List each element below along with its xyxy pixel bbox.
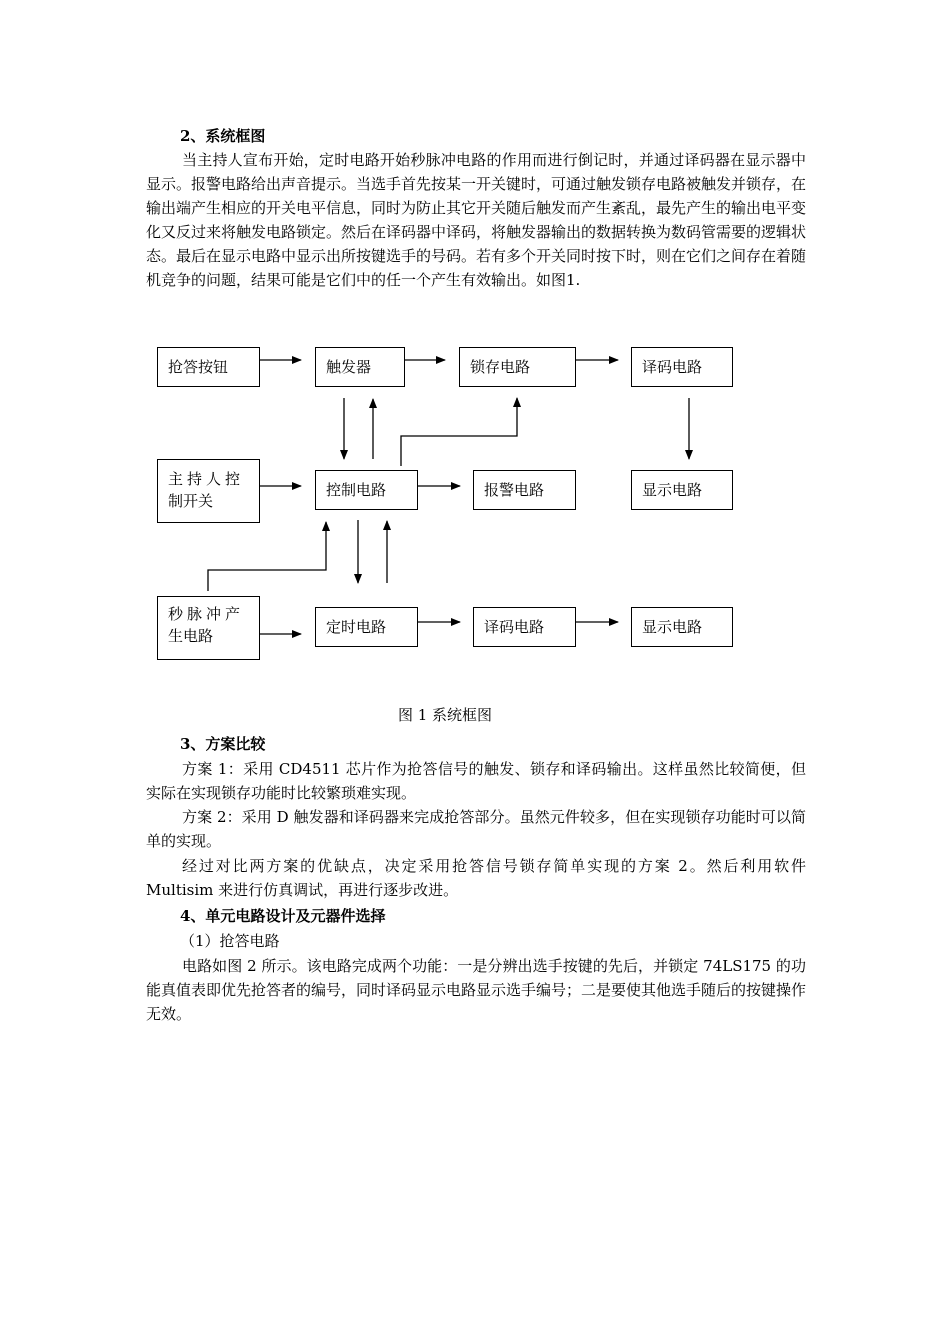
box-pulse-generator: 秒脉冲产 生电路 — [157, 596, 260, 660]
section2-paragraph: 当主持人宣布开始，定时电路开始秒脉冲电路的作用而进行倒记时，并通过译码器在显示器中显示。报警电路给出声音提示。当选手首先按某一开关键时，可通过触发锁存电路被触发并锁存，在输出端产生相应的开关电平信息，同时为防止其它开关随后触发而产生紊乱，最先产生的输出电平变化又反过来将触发电路锁定。然后在译码器中译码，将触发器输出的数据转换为数码管需要的逻辑状态。最后在显示电路中显示出所按键选手的号码。若有多个开关同时按下时，则在它们之间存在着随机竞争的问题，结果可能是它们中的任一个产生有效输出。如图1. — [146, 151, 807, 289]
box-decoder-1: 译码电路 — [631, 347, 733, 387]
box-display-2: 显示电路 — [631, 607, 733, 647]
section4-paragraph: 电路如图 2 所示。该电路完成两个功能：一是分辨出选手按键的先后，并锁定 74LS175 的功能真值表即优先抢答者的编号，同时译码显示电路显示选手编号；二是要使其他选手随后的按键操作无效。 — [146, 957, 807, 1023]
box-alarm-circuit: 报警电路 — [473, 470, 576, 510]
box-latch-circuit: 锁存电路 — [459, 347, 576, 387]
subsection-answer-circuit: （1）抢答电路 — [180, 932, 280, 950]
box-trigger: 触发器 — [315, 347, 405, 387]
box-timer-circuit: 定时电路 — [315, 607, 418, 647]
box-control-circuit: 控制电路 — [315, 470, 418, 510]
box-answer-button: 抢答按钮 — [157, 347, 260, 387]
conclusion-text: 经过对比两方案的优缺点，决定采用抢答信号锁存简单实现的方案 2。然后利用软件 Multisim 来进行仿真调试，再进行逐步改进。 — [146, 857, 806, 899]
arrow-pulse-control — [208, 522, 326, 591]
section4-heading: 4、单元电路设计及元器件选择 — [180, 907, 386, 925]
box-decoder-2: 译码电路 — [473, 607, 576, 647]
section2-heading: 2、系统框图 — [180, 127, 266, 145]
plan1-text: 方案 1：采用 CD4511 芯片作为抢答信号的触发、锁存和译码输出。这样虽然比较简便，但实际在实现锁存功能时比较繁琐难实现。 — [146, 760, 806, 802]
box-display-1: 显示电路 — [631, 470, 733, 510]
box-host-switch: 主持人控 制开关 — [157, 459, 260, 523]
section3-heading: 3、方案比较 — [180, 735, 266, 753]
plan2-text: 方案 2：采用 D 触发器和译码器来完成抢答部分。虽然元件较多，但在实现锁存功能时可以简单的实现。 — [146, 808, 806, 850]
figure-caption: 图 1 系统框图 — [397, 706, 493, 724]
arrow-control-latch — [401, 398, 517, 466]
